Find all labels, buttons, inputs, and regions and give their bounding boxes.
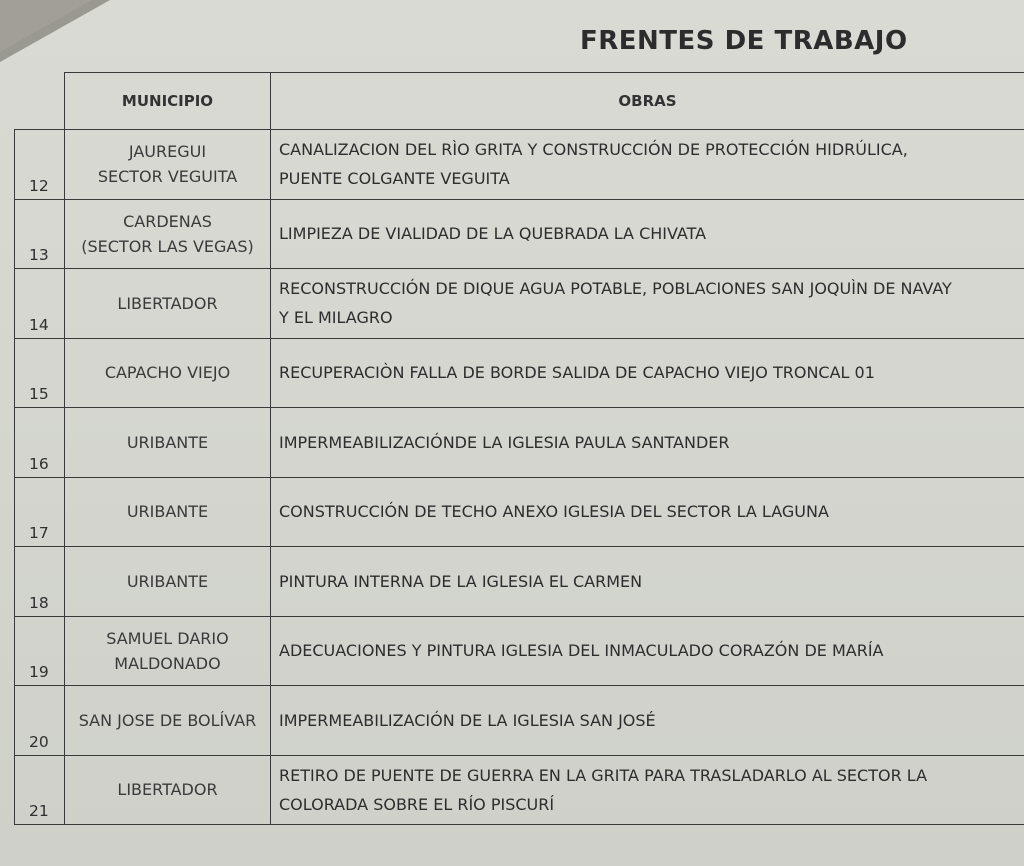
table-row [15,269,1024,339]
obra-cell [271,130,1024,200]
municipio-cell [65,616,271,686]
obra-line: RECONSTRUCCIÓN DE DIQUE AGUA POTABLE, POBLACIONES SAN JOQUÌN DE NAVAY [279,279,952,299]
obra-line: Y EL MILAGRO [279,308,393,328]
table-row [15,408,1024,478]
header-number-cell [15,73,65,130]
obra-cell [271,338,1024,408]
row-number: 15 [15,338,65,408]
obra-cell [271,686,1024,756]
municipio-cell [65,547,271,617]
municipio-line: JAUREGUI [128,142,207,162]
obra-line: PUENTE COLGANTE VEGUITA [279,169,510,189]
table-row [15,616,1024,686]
obra-line: CANALIZACION DEL RÌO GRITA Y CONSTRUCCIÓN DE PROTECCIÓN HIDRÚLICA, [279,140,908,160]
table-row [15,338,1024,408]
obra-cell [271,199,1024,269]
municipio-line: (SECTOR LAS VEGAS) [81,236,254,256]
municipio-cell [65,686,271,756]
row-number: 20 [15,686,65,756]
municipio-cell [65,199,271,269]
row-number: 21 [15,755,65,825]
row-number: 19 [15,616,65,686]
row-number: 13 [15,199,65,269]
municipio-line: SECTOR VEGUITA [97,167,238,187]
obra-cell [271,477,1024,547]
row-number: 17 [15,477,65,547]
table-row [15,547,1024,617]
obra-line: RETIRO DE PUENTE DE GUERRA EN LA GRITA PARA TRASLADARLO AL SECTOR LA [279,765,928,785]
municipio-line: SAMUEL DARIO [106,628,229,648]
obra-cell [271,269,1024,339]
municipio-line: URIBANTE [126,571,209,591]
table-row [15,130,1024,200]
obra-cell [271,408,1024,478]
header-municipio: MUNICIPIO [65,73,271,130]
municipio-line: CARDENAS [123,211,212,231]
obra-line: IMPERMEABILIZACIÓN DE LA IGLESIA SAN JOSÉ [279,710,656,730]
row-number: 14 [15,269,65,339]
municipio-line: SAN JOSE DE BOLÍVAR [78,710,257,730]
page-title: FRENTES DE TRABAJO [580,26,908,56]
municipio-cell [65,755,271,825]
municipio-line: URIBANTE [126,432,209,452]
obra-line: RECUPERACIÒN FALLA DE BORDE SALIDA DE CAPACHO VIEJO TRONCAL 01 [279,363,875,383]
page-corner [0,0,92,52]
municipio-line: CAPACHO VIEJO [104,363,231,383]
row-number: 16 [15,408,65,478]
table-header-row [15,73,1024,130]
municipio-cell [65,408,271,478]
obra-line: PINTURA INTERNA DE LA IGLESIA EL CARMEN [279,571,643,591]
obra-line: ADECUACIONES Y PINTURA IGLESIA DEL INMACULADO CORAZÓN DE MARÍA [279,641,884,661]
municipio-line: LIBERTADOR [117,780,218,800]
municipio-cell [65,338,271,408]
obra-line: IMPERMEABILIZACIÓNDE LA IGLESIA PAULA SANTANDER [279,432,730,452]
obra-line: LIMPIEZA DE VIALIDAD DE LA QUEBRADA LA CHIVATA [279,224,707,244]
municipio-cell [65,269,271,339]
municipio-line: LIBERTADOR [117,293,218,313]
table-body [15,130,1024,825]
obra-cell [271,755,1024,825]
row-number: 18 [15,547,65,617]
municipio-line: MALDONADO [114,653,221,673]
municipio-cell [65,130,271,200]
obra-cell [271,547,1024,617]
works-table [14,72,1024,825]
obra-line: CONSTRUCCIÓN DE TECHO ANEXO IGLESIA DEL SECTOR LA LAGUNA [279,502,829,522]
table-row [15,755,1024,825]
row-number: 12 [15,130,65,200]
municipio-line: URIBANTE [126,502,209,522]
obra-line: COLORADA SOBRE EL RÍO PISCURÍ [279,794,555,814]
table-row [15,199,1024,269]
table-row [15,686,1024,756]
table-row [15,477,1024,547]
obra-cell [271,616,1024,686]
municipio-cell [65,477,271,547]
header-obras: OBRAS [271,73,1024,130]
